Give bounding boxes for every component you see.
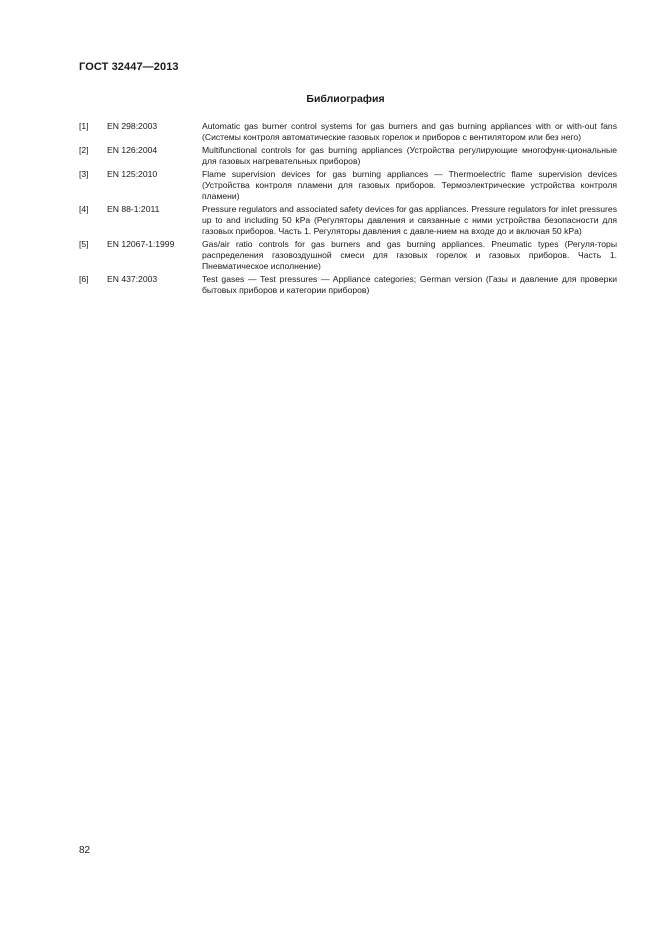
- bibliography-entry: [79, 274, 617, 297]
- entry-description: Gas/air ratio controls for gas burners and gas burning appliances. Pneumatic types (Регуля-торы распределения газовоздушной смеси для газовых горелок и газовых приборов. Часть 1. Пневматическое исполнение): [202, 238, 617, 272]
- page-number: 82: [79, 845, 91, 856]
- bibliography-list: [79, 121, 617, 298]
- entry-number: [3]: [79, 168, 89, 179]
- entry-number: [6]: [79, 273, 89, 284]
- entry-description: Pressure regulators and associated safety devices for gas appliances. Pressure regulators for inlet pressures up to and including 50 kPa (Регуляторы давления и связанные с ними устройства безопасности для газовых приборов. Часть 1. Регуляторы давления с давле-нием на входе до и включая 50 kPa): [202, 203, 617, 237]
- entry-description: Multifunctional controls for gas burning appliances (Устройства регулирующие многофунк-циональные для газовых нагревательных приборов): [202, 144, 617, 167]
- entry-standard-code: EN 12067-1:1999: [107, 238, 175, 249]
- entry-standard-code: EN 126:2004: [107, 144, 158, 155]
- entry-description: Test gases — Test pressures — Appliance categories; German version (Газы и давление для проверки бытовых приборов и категории приборов): [202, 273, 617, 296]
- bibliography-entry: [79, 239, 617, 273]
- bibliography-entry: [79, 169, 617, 203]
- entry-description: Automatic gas burner control systems for gas burners and gas burning appliances with or with-out fans (Системы контроля автоматические газовых горелок и приборов с вентилятором или без него): [202, 121, 617, 143]
- bibliography-entry: [79, 121, 617, 144]
- entry-description: Flame supervision devices for gas burning appliances — Thermoelectric flame supervision devices (Устройства контроля пламени для газовых приборов. Термоэлектрические устройства контроля пламени): [202, 168, 617, 202]
- entry-number: [4]: [79, 203, 89, 214]
- entry-standard-code: EN 125:2010: [107, 168, 158, 179]
- entry-number: [1]: [79, 121, 89, 131]
- entry-number: [2]: [79, 144, 89, 155]
- entry-standard-code: EN 437:2003: [107, 273, 158, 284]
- entry-number: [5]: [79, 238, 89, 249]
- section-title: Библиография: [306, 93, 385, 105]
- bibliography-entry: [79, 204, 617, 238]
- entry-standard-code: EN 88-1:2011: [107, 203, 160, 214]
- entry-standard-code: EN 298:2003: [107, 121, 158, 131]
- document-header: ГОСТ 32447—2013: [79, 61, 179, 73]
- bibliography-entry: [79, 145, 617, 168]
